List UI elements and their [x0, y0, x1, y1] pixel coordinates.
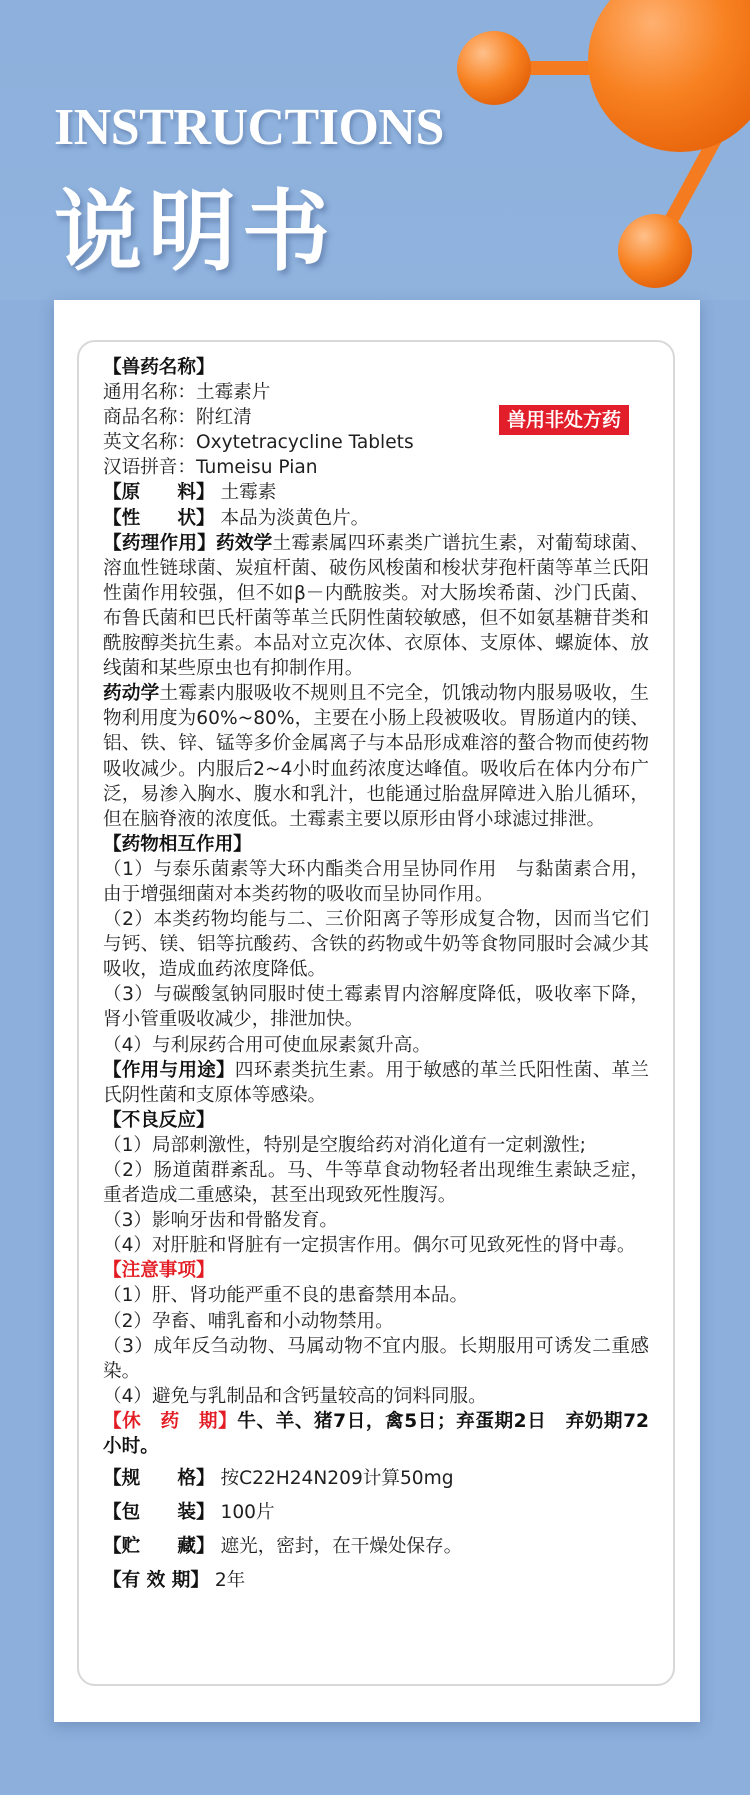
caution-item: （1）肝、肾功能严重不良的患畜禁用本品。 [103, 1285, 469, 1307]
caution-item: （4）避免与乳制品和含钙量较高的饲料同服。 [103, 1385, 487, 1407]
package-row [103, 1499, 649, 1527]
withdrawal-paragraph [103, 1409, 649, 1459]
withdrawal-text: 牛、羊、猪7日，禽5日；弃蛋期2日 弃奶期72小时。 [103, 1410, 649, 1458]
ingredient-row [103, 480, 649, 505]
pharmacodynamics-paragraph [103, 531, 649, 682]
english-name: 英文名称：Oxytetracycline Tablets [103, 432, 414, 454]
title-english: INSTRUCTIONS [54, 99, 444, 156]
pharmacology-label: 【药理作用】 [103, 532, 217, 554]
instruction-text [103, 355, 649, 1595]
validity-value: 2年 [214, 1570, 246, 1592]
adverse-item: （3）影响牙齿和骨骼发育。 [103, 1210, 338, 1232]
pharmacokinetics-text: 土霉素内服吸收不规则且不完全，饥饿动物内服易吸收，生物利用度为60%~80%，主要在小肠上段被吸收。胃肠道内的镁、铝、铁、锌、锰等多价金属离子与本品形成难溶的螯合物而使药物吸收减少。内服后2~4小时血药浓度达峰值。吸收后在体内分布广泛，易渗入胸水、腹水和乳汁，也能通过胎盘屏障进入胎儿循环，但在脑脊液的浓度低。土霉素主要以原形由肾小球滤过排泄。 [103, 683, 649, 830]
pharmacokinetics-paragraph [103, 681, 649, 832]
instruction-panel [77, 340, 675, 1686]
interaction-item: （1）与泰乐菌素等大环内酯类合用呈协同作用 与黏菌素合用，由于增强细菌对本类药物的吸收而呈协同作用。 [103, 858, 649, 905]
withdrawal-label: 【休 药 期】 [103, 1410, 238, 1432]
ingredient-value: 土霉素 [220, 482, 277, 504]
storage-label: 【贮 藏】 [103, 1536, 215, 1558]
pinyin-name: 汉语拼音：Tumeisu Pian [103, 457, 318, 479]
adverse-item: （2）肠道菌群紊乱。马、牛等草食动物轻者出现维生素缺乏症，重者造成二重感染，甚至出现致死性腹泻。 [103, 1160, 649, 1207]
spec-block [103, 1465, 649, 1595]
usage-text: 四环素类抗生素。用于敏感的革兰氏阳性菌、革兰氏阴性菌和支原体等感染。 [103, 1059, 649, 1106]
validity-row [103, 1567, 649, 1595]
name-header: 【兽药名称】 [103, 357, 215, 378]
interaction-item: （2）本类药物均能与二、三价阳离子等形成复合物，因而当它们与钙、镁、铝等抗酸药、含铁的药物或牛奶等食物同服时会减少其吸收，造成血药浓度降低。 [103, 909, 649, 981]
interaction-item: （4）与利尿药合用可使血尿素氮升高。 [103, 1034, 431, 1056]
storage-value: 遮光，密封，在干燥处保存。 [220, 1536, 463, 1558]
caution-header: 【注意事项】 [103, 1260, 215, 1282]
interaction-header: 【药物相互作用】 [103, 833, 252, 855]
ingredient-label: 【原 料】 [103, 482, 215, 504]
appearance-row [103, 506, 649, 531]
validity-label: 【有 效 期】 [103, 1570, 209, 1592]
trade-name: 商品名称：附红清 [103, 407, 252, 429]
instruction-card [54, 300, 700, 1722]
generic-name: 通用名称：土霉素片 [103, 382, 271, 404]
spec-value: 按C22H24N209计算50mg [220, 1468, 454, 1490]
caution-item: （2）孕畜、哺乳畜和小动物禁用。 [103, 1310, 394, 1332]
usage-paragraph [103, 1058, 649, 1108]
appearance-label: 【性 状】 [103, 507, 215, 529]
spec-row [103, 1465, 649, 1493]
interaction-item: （3）与碳酸氢钠同服时使土霉素胃内溶解度降低，吸收率下降，肾小管重吸收减少，排泄加快。 [103, 984, 649, 1031]
package-label: 【包 装】 [103, 1502, 215, 1524]
pharmacodynamics-label: 药效学 [216, 532, 273, 554]
title-chinese: 说明书 [54, 179, 337, 283]
storage-row [103, 1533, 649, 1561]
adverse-header: 【不良反应】 [103, 1109, 215, 1131]
otc-badge: 兽用非处方药 [499, 405, 629, 435]
usage-label: 【作用与用途】 [103, 1059, 235, 1081]
appearance-value: 本品为淡黄色片。 [220, 507, 370, 529]
spec-label: 【规 格】 [103, 1468, 215, 1490]
package-value: 100片 [220, 1502, 275, 1524]
pharmacokinetics-label: 药动学 [103, 683, 160, 705]
caution-item: （3）成年反刍动物、马属动物不宜内服。长期服用可诱发二重感染。 [103, 1335, 649, 1382]
adverse-item: （4）对肝脏和肾脏有一定损害作用。偶尔可见致死性的肾中毒。 [103, 1235, 636, 1257]
adverse-item: （1）局部刺激性，特别是空腹给药对消化道有一定刺激性; [103, 1134, 586, 1156]
pharmacodynamics-text: 土霉素属四环素类广谱抗生素，对葡萄球菌、溶血性链球菌、炭疽杆菌、破伤风梭菌和梭状芽孢杆菌等革兰氏阳性菌作用较强，但不如β－内酰胺类。对大肠埃希菌、沙门氏菌、布鲁氏菌和巴氏杆菌等革兰氏阴性菌较敏感，但不如氨基糖苷类和酰胺醇类抗生素。本品对立克次体、衣原体、支原体、螺旋体、放线菌和某些原虫也有抑制作用。 [103, 532, 649, 680]
